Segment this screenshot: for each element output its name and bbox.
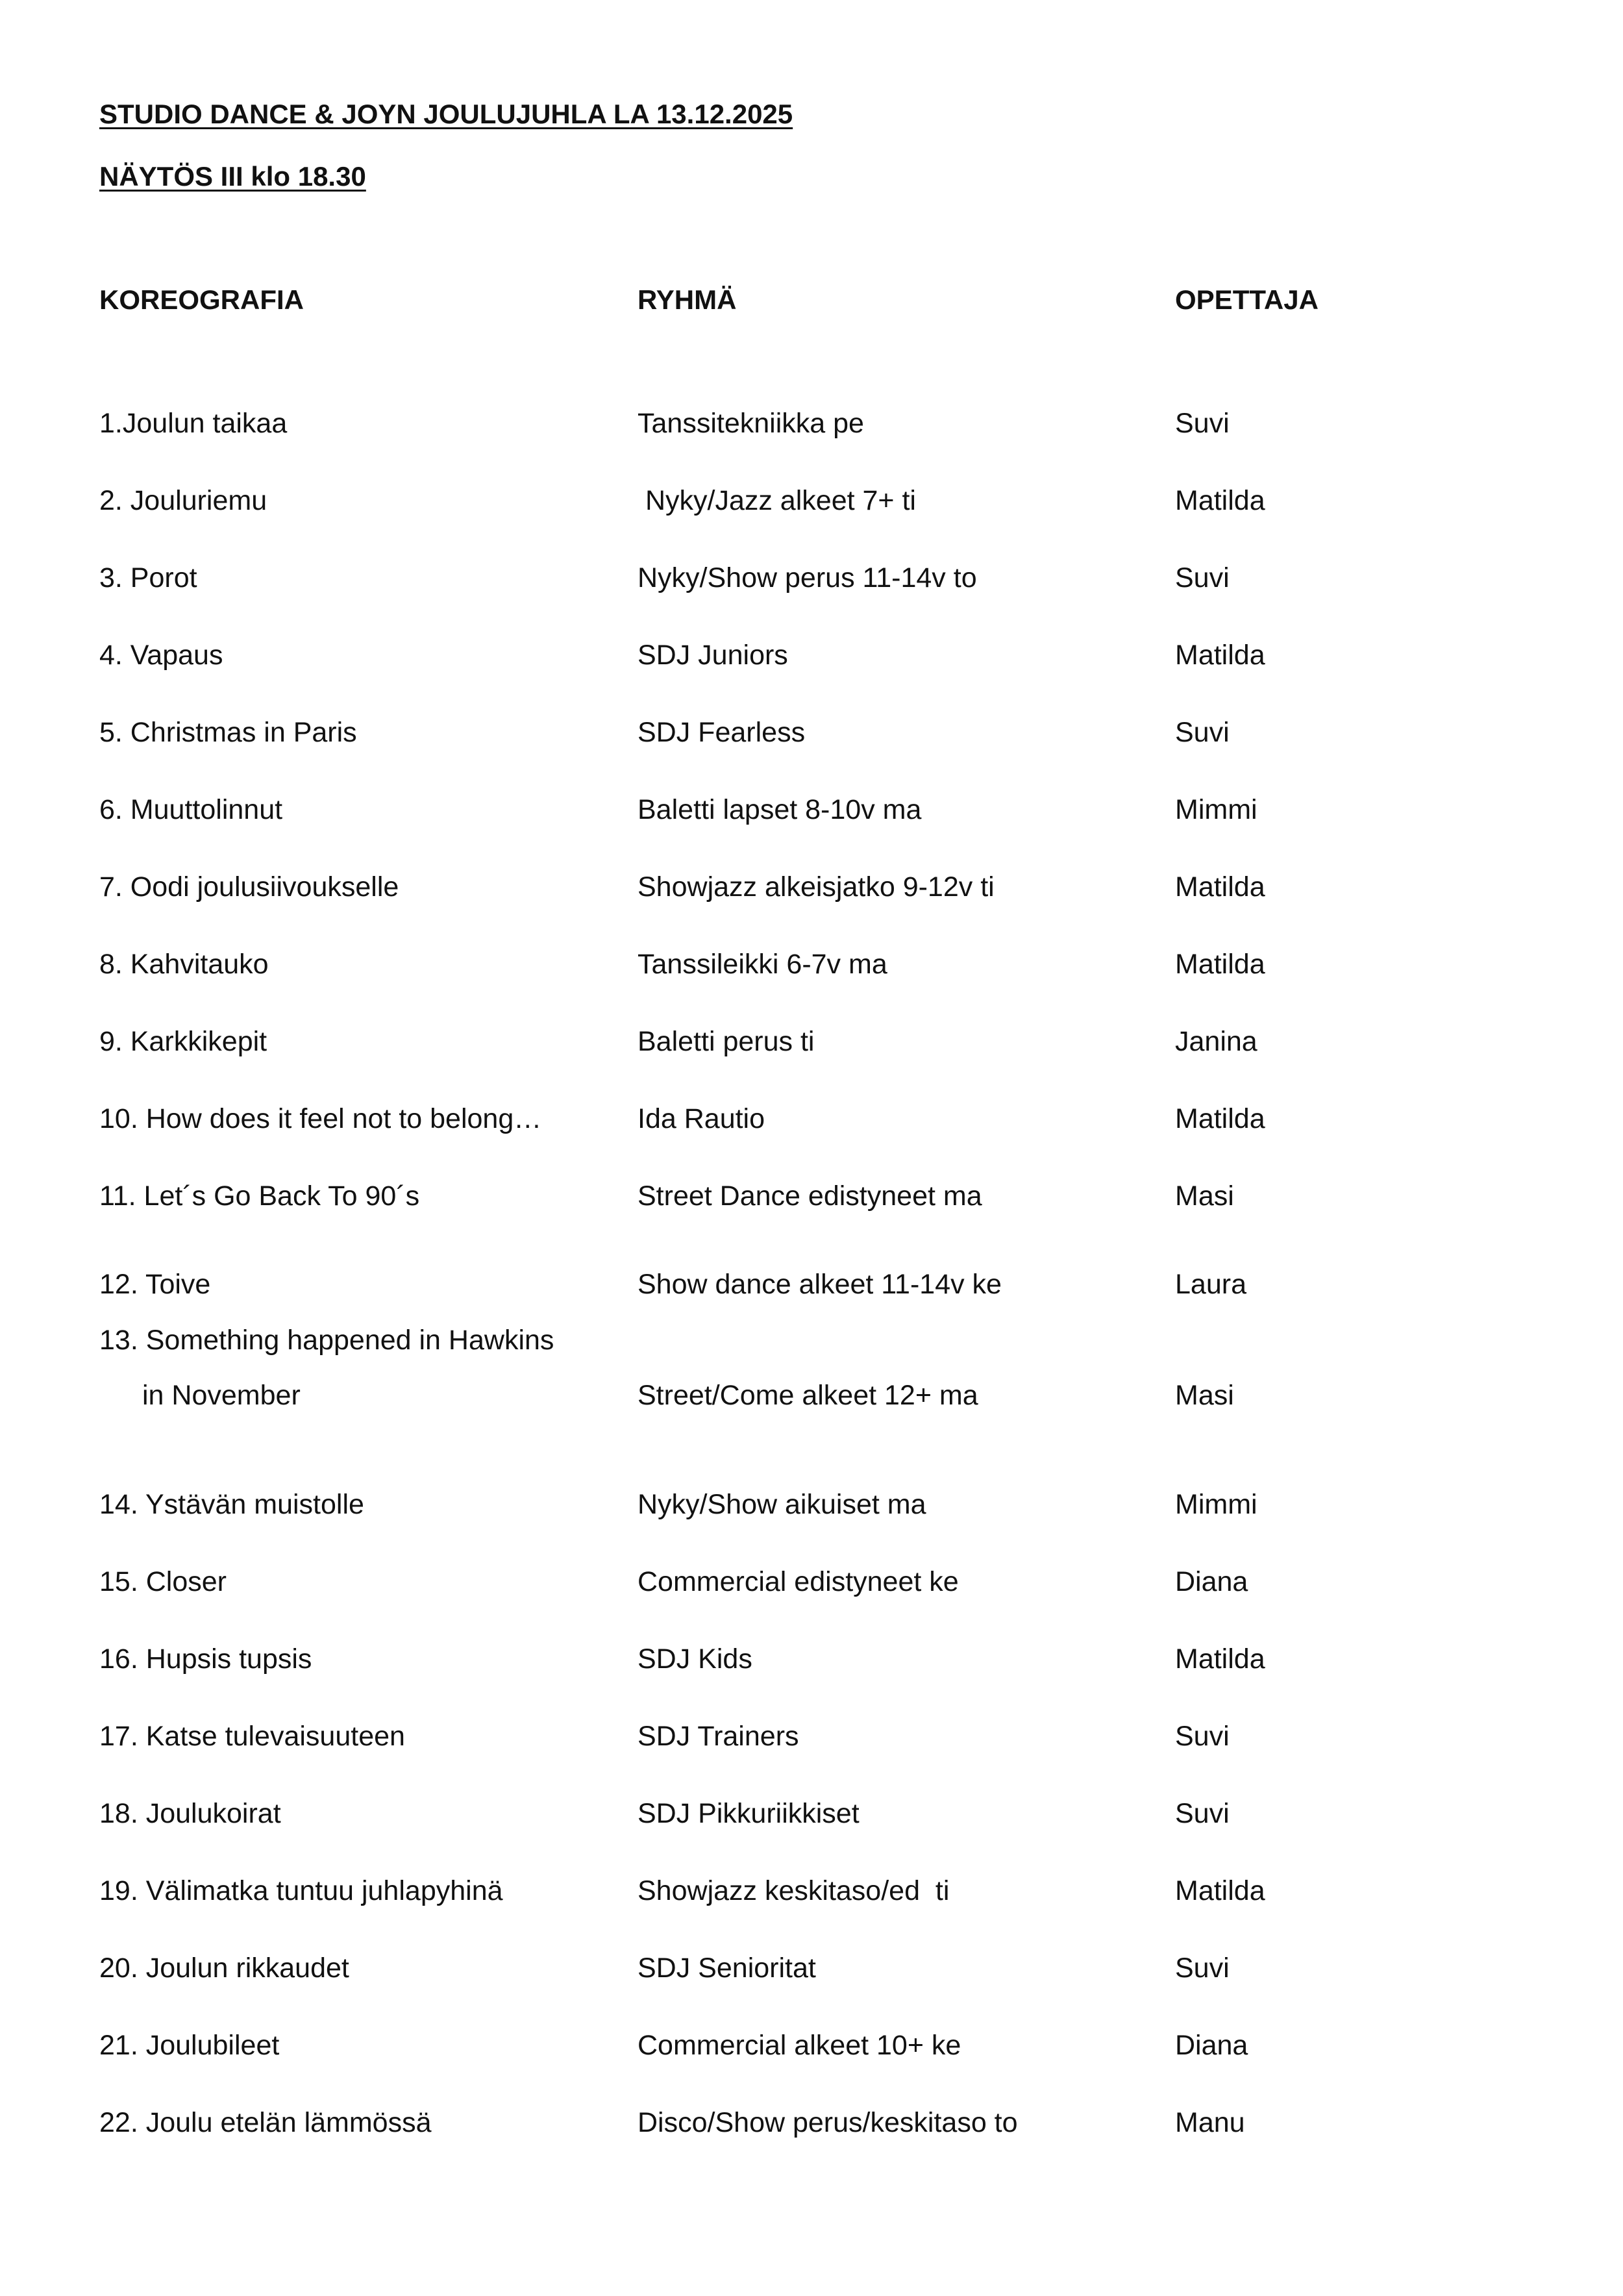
teacher-cell: Masi — [1175, 1380, 1234, 1411]
choreography-cell: 17. Katse tulevaisuuteen — [99, 1721, 405, 1752]
group-cell: SDJ Trainers — [638, 1721, 799, 1752]
teacher-cell: Suvi — [1175, 1798, 1230, 1829]
teacher-cell: Laura — [1175, 1269, 1246, 1300]
choreography-cell: 20. Joulun rikkaudet — [99, 1953, 349, 1984]
group-cell: SDJ Senioritat — [638, 1953, 816, 1984]
teacher-cell: Suvi — [1175, 408, 1230, 439]
teacher-cell: Diana — [1175, 2030, 1248, 2061]
choreography-cell: 9. Karkkikepit — [99, 1026, 267, 1057]
group-cell: SDJ Pikkuriikkiset — [638, 1798, 860, 1829]
choreography-cell: 19. Välimatka tuntuu juhlapyhinä — [99, 1875, 503, 1906]
teacher-cell: Janina — [1175, 1026, 1258, 1057]
choreography-cell: 14. Ystävän muistolle — [99, 1489, 364, 1520]
page-title: STUDIO DANCE & JOYN JOULUJUHLA LA 13.12.2025 — [99, 99, 793, 129]
teacher-cell: Manu — [1175, 2107, 1245, 2138]
choreography-cell: 10. How does it feel not to belong… — [99, 1103, 542, 1134]
group-cell: Ida Rautio — [638, 1103, 765, 1134]
teacher-cell: Matilda — [1175, 1643, 1265, 1675]
group-cell: Commercial alkeet 10+ ke — [638, 2030, 961, 2061]
teacher-cell: Suvi — [1175, 562, 1230, 593]
choreography-cell: 15. Closer — [99, 1566, 227, 1597]
group-cell: Nyky/Show aikuiset ma — [638, 1489, 926, 1520]
choreography-cell: 22. Joulu etelän lämmössä — [99, 2107, 432, 2138]
group-cell: Showjazz alkeisjatko 9-12v ti — [638, 871, 995, 903]
choreography-cell: 18. Joulukoirat — [99, 1798, 281, 1829]
group-cell: Nyky/Jazz alkeet 7+ ti — [638, 485, 916, 516]
choreography-cell: 6. Muuttolinnut — [99, 794, 283, 825]
group-cell: Show dance alkeet 11-14v ke — [638, 1269, 1002, 1300]
group-cell: Tanssitekniikka pe — [638, 408, 864, 439]
teacher-cell: Mimmi — [1175, 1489, 1258, 1520]
teacher-cell: Matilda — [1175, 640, 1265, 671]
group-cell: Baletti perus ti — [638, 1026, 815, 1057]
teacher-cell: Mimmi — [1175, 794, 1258, 825]
choreography-cell: 11. Let´s Go Back To 90´s — [99, 1180, 420, 1212]
teacher-cell: Matilda — [1175, 871, 1265, 903]
group-cell: Street/Come alkeet 12+ ma — [638, 1380, 978, 1411]
choreography-cell: 16. Hupsis tupsis — [99, 1643, 312, 1675]
group-cell: SDJ Kids — [638, 1643, 752, 1675]
group-cell: Baletti lapset 8-10v ma — [638, 794, 922, 825]
group-cell: Disco/Show perus/keskitaso to — [638, 2107, 1018, 2138]
teacher-cell: Matilda — [1175, 949, 1265, 980]
group-cell: Showjazz keskitaso/ed ti — [638, 1875, 950, 1906]
choreography-cell: 13. Something happened in Hawkins — [99, 1325, 554, 1356]
teacher-cell: Suvi — [1175, 717, 1230, 748]
teacher-cell: Matilda — [1175, 1875, 1265, 1906]
group-cell: Street Dance edistyneet ma — [638, 1180, 982, 1212]
group-cell: Nyky/Show perus 11-14v to — [638, 562, 977, 593]
choreography-cell: 2. Jouluriemu — [99, 485, 267, 516]
group-cell: Commercial edistyneet ke — [638, 1566, 959, 1597]
column-header-choreography: KOREOGRAFIA — [99, 284, 304, 315]
column-header-teacher: OPETTAJA — [1175, 284, 1319, 315]
group-cell: SDJ Juniors — [638, 640, 788, 671]
choreography-cell: 21. Joulubileet — [99, 2030, 280, 2061]
group-cell: SDJ Fearless — [638, 717, 806, 748]
choreography-cell: 8. Kahvitauko — [99, 949, 269, 980]
column-header-group: RYHMÄ — [638, 284, 737, 315]
choreography-cell: 5. Christmas in Paris — [99, 717, 357, 748]
group-cell: Tanssileikki 6-7v ma — [638, 949, 887, 980]
choreography-cell: 3. Porot — [99, 562, 197, 593]
choreography-cell-continuation: in November — [142, 1380, 301, 1411]
choreography-cell: 7. Oodi joulusiivoukselle — [99, 871, 399, 903]
teacher-cell: Suvi — [1175, 1953, 1230, 1984]
choreography-cell: 1.Joulun taikaa — [99, 408, 288, 439]
choreography-cell: 4. Vapaus — [99, 640, 223, 671]
page-subtitle: NÄYTÖS III klo 18.30 — [99, 161, 366, 192]
teacher-cell: Suvi — [1175, 1721, 1230, 1752]
teacher-cell: Matilda — [1175, 485, 1265, 516]
choreography-cell: 12. Toive — [99, 1269, 211, 1300]
teacher-cell: Diana — [1175, 1566, 1248, 1597]
teacher-cell: Masi — [1175, 1180, 1234, 1212]
teacher-cell: Matilda — [1175, 1103, 1265, 1134]
